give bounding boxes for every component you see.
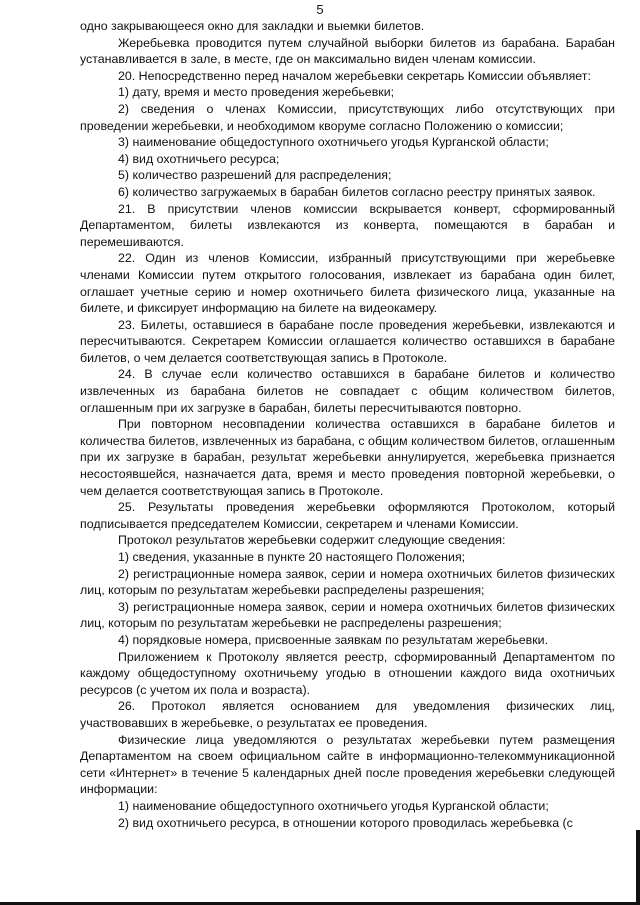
paragraph: одно закрывающееся окно для закладки и выемки билетов. bbox=[80, 19, 425, 33]
list-item: 6) количество загружаемых в барабан билетов согласно реестру принятых заявок. bbox=[118, 184, 596, 199]
paragraph: 22. Один из членов Комиссии, избранный присутствующими при жеребьевке членами Комиссии путем открытого голосования, извлекает из барабана один билет, оглашает учетные серию и номер охотничьего билета физического лица, указанные на билете, и фиксирует информацию на билете на видеокамеру. bbox=[80, 251, 615, 316]
paragraph: Жеребьевка проводится путем случайной выборки билетов из барабана. Барабан устанавливается в зале, в месте, где он максимально виден членам комиссии. bbox=[80, 35, 615, 67]
list-item: 2) сведения о членах Комиссии, присутствующих либо отсутствующих при проведении жеребьевки, и необходимом кворуме согласно Положению о комиссии; bbox=[80, 101, 615, 133]
paragraph: 21. В присутствии членов комиссии вскрывается конверт, сформированный Департаментом, билеты извлекаются из конверта, помещаются в барабан и перемешиваются. bbox=[80, 201, 615, 249]
paragraph: 24. В случае если количество оставшихся в барабане билетов и количество извлеченных из барабана билетов не совпадает с общим количеством билетов, оглашенным при их загрузке в барабан, билеты пересчитываются повторно. bbox=[80, 367, 615, 415]
scan-edge-right bbox=[636, 830, 640, 905]
list-item: 3) регистрационные номера заявок, серии и номера охотничьих билетов физических лиц, которым по результатам жеребьевки не распределены разрешения; bbox=[80, 599, 615, 631]
paragraph: Протокол результатов жеребьевки содержит следующие сведения: bbox=[118, 533, 506, 548]
list-item: 3) наименование общедоступного охотничьего угодья Курганской области; bbox=[118, 135, 549, 150]
page-number: 5 bbox=[316, 2, 324, 17]
paragraph: Приложением к Протоколу является реестр, сформированный Департаментом по каждому общедоступному охотничьему угодью в отношении каждого вида охотничьих ресурсов (с учетом их пола и возраста). bbox=[80, 649, 615, 697]
paragraph: При повторном несовпадении количества оставшихся в барабане билетов и количества билетов, извлеченных из барабана, с общим количеством билетов, оглашенным при их загрузке в барабан, результат жеребьевки аннулируется, жеребьевка признается несостоявшейся, назначается дата, время и место проведения повторной жеребьевки, о чем делается соответствующая запись в Протоколе. bbox=[80, 417, 615, 498]
paragraph: 26. Протокол является основанием для уведомления физических лиц, участвовавших в жеребьевке, о результатах ее проведения. bbox=[80, 699, 615, 730]
list-item: 5) количество разрешений для распределения; bbox=[118, 168, 392, 183]
document-body bbox=[80, 18, 615, 831]
list-item: 4) порядковые номера, присвоенные заявкам по результатам жеребьевки. bbox=[118, 632, 549, 647]
paragraph: Физические лица уведомляются о результатах жеребьевки путем размещения Департаментом на своем официальном сайте в информационно-телекоммуникационной сети «Интернет» в течение 5 календарных дней после проведения жеребьевки следующей информации: bbox=[80, 732, 615, 797]
list-item: 2) регистрационные номера заявок, серии и номера охотничьих билетов физических лиц, которым по результатам жеребьевки распределены разрешения; bbox=[80, 566, 615, 598]
list-item: 1) наименование общедоступного охотничьего угодья Курганской области; bbox=[118, 798, 549, 813]
paragraph: 25. Результаты проведения жеребьевки оформляются Протоколом, который подписывается председателем Комиссии, секретарем и членами Комиссии. bbox=[80, 500, 615, 531]
list-item: 4) вид охотничьего ресурса; bbox=[118, 151, 280, 166]
paragraph: 23. Билеты, оставшиеся в барабане после проведения жеребьевки, извлекаются и пересчитываются. Секретарем Комиссии оглашается количество оставшихся в барабане билетов, о чем делается соответствующая запись в Протоколе. bbox=[80, 317, 615, 365]
list-item: 2) вид охотничьего ресурса, в отношении которого проводилась жеребьевка (с bbox=[118, 815, 573, 830]
list-item: 1) сведения, указанные в пункте 20 настоящего Положения; bbox=[118, 550, 466, 564]
paragraph: 20. Непосредственно перед началом жеребьевки секретарь Комиссии объявляет: bbox=[118, 68, 591, 83]
list-item: 1) дату, время и место проведения жеребьевки; bbox=[118, 85, 395, 100]
